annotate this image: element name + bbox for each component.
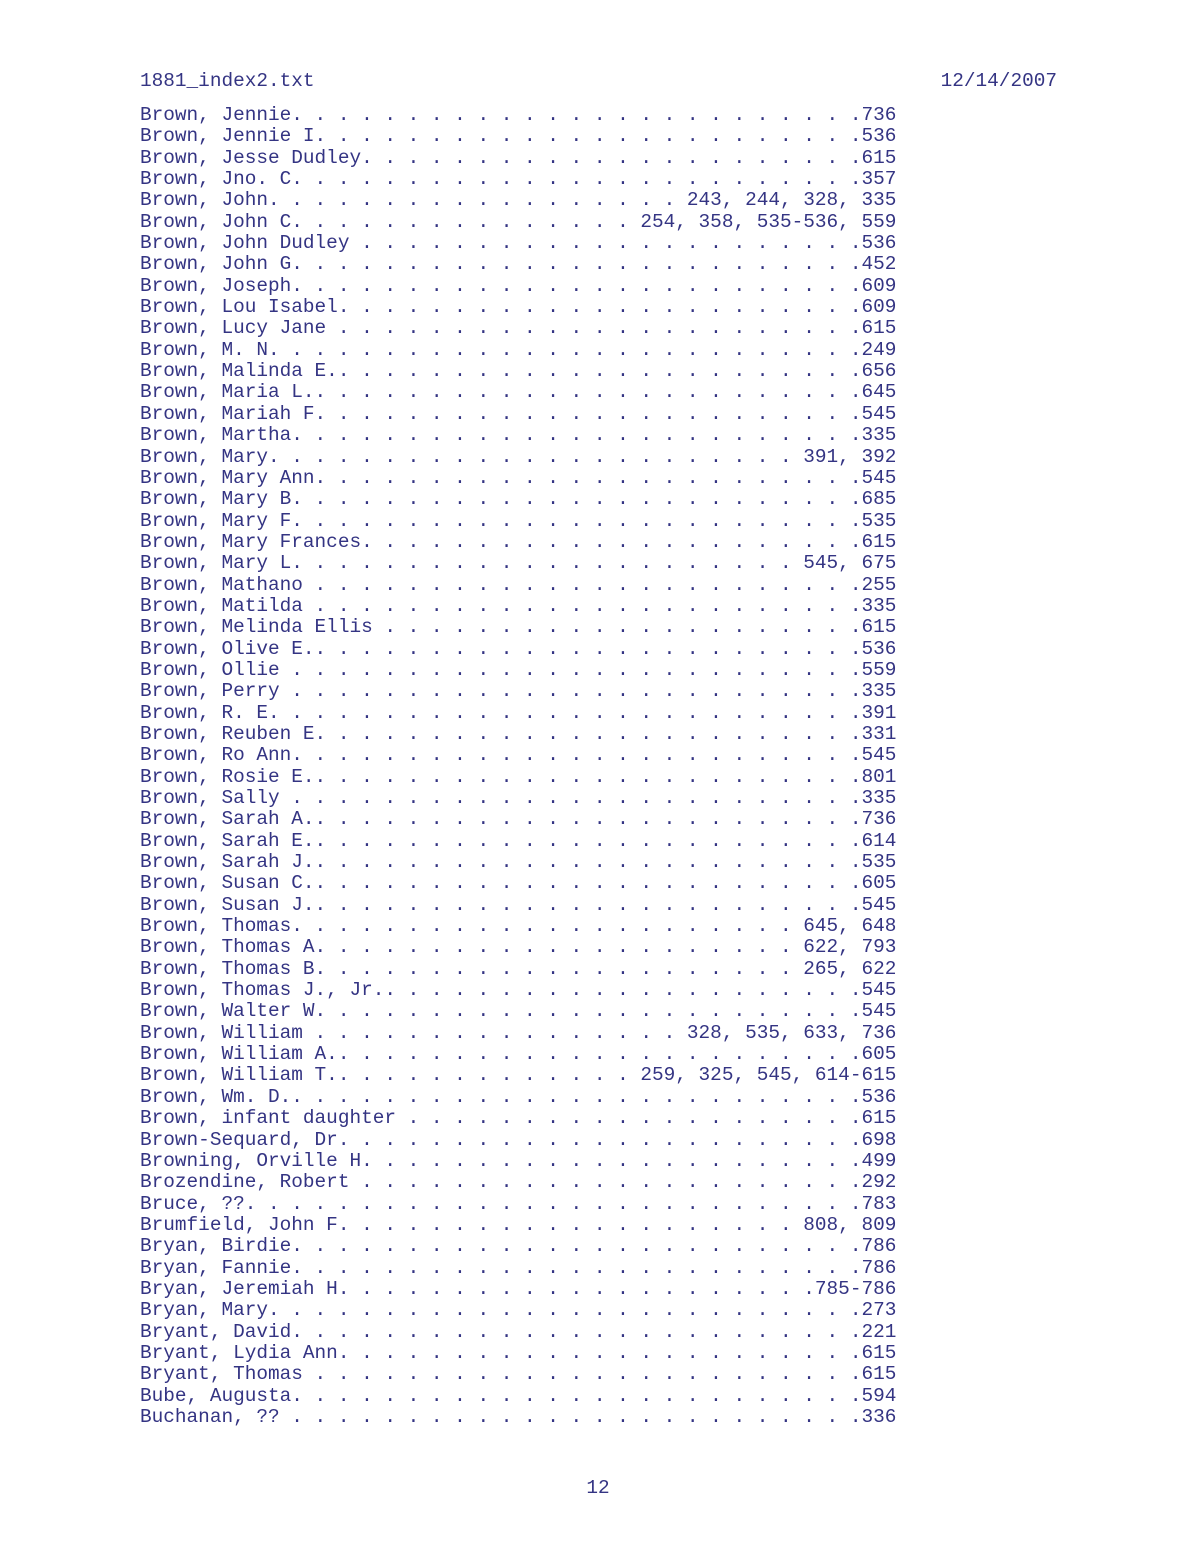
index-entry: Brown, Mary L. . . . . . . . . . . . . . . . . . . . . . 545, 675 bbox=[140, 552, 897, 575]
filename: 1881_index2.txt bbox=[140, 70, 315, 92]
index-entry: Brown, Maria L.. . . . . . . . . . . . . . . . . . . . . . . .645 bbox=[140, 381, 897, 404]
index-entry: Brown, Joseph. . . . . . . . . . . . . . . . . . . . . . . . .609 bbox=[140, 274, 897, 297]
index-entry: Brown, Mary B. . . . . . . . . . . . . . . . . . . . . . . . .685 bbox=[140, 488, 897, 511]
index-entry: Brumfield, John F. . . . . . . . . . . . . . . . . . . . 808, 809 bbox=[140, 1213, 897, 1236]
index-entry: Brown, Thomas A. . . . . . . . . . . . . . . . . . . . . 622, 793 bbox=[140, 936, 897, 959]
index-entry: Brown, Mariah F. . . . . . . . . . . . . . . . . . . . . . . .545 bbox=[140, 402, 897, 425]
index-entry: Brown, Sarah E.. . . . . . . . . . . . . . . . . . . . . . . .614 bbox=[140, 829, 897, 852]
index-entry: Bryant, Thomas . . . . . . . . . . . . . . . . . . . . . . . .615 bbox=[140, 1363, 897, 1386]
index-entry: Brown, Mary F. . . . . . . . . . . . . . . . . . . . . . . . .535 bbox=[140, 509, 897, 532]
index-entry: Brown, M. N. . . . . . . . . . . . . . . . . . . . . . . . . .249 bbox=[140, 338, 897, 361]
index-entry: Bryan, Mary. . . . . . . . . . . . . . . . . . . . . . . . . .273 bbox=[140, 1299, 897, 1322]
index-entry: Brown, Thomas B. . . . . . . . . . . . . . . . . . . . . 265, 622 bbox=[140, 957, 897, 980]
index-entry: Brown-Sequard, Dr. . . . . . . . . . . . . . . . . . . . . . .698 bbox=[140, 1128, 897, 1151]
index-entry: Brown, Sally . . . . . . . . . . . . . . . . . . . . . . . . .335 bbox=[140, 787, 897, 809]
index-entry: Brown, Matilda . . . . . . . . . . . . . . . . . . . . . . . .335 bbox=[140, 594, 897, 617]
index-entry: Brown, infant daughter . . . . . . . . . . . . . . . . . . . .615 bbox=[140, 1107, 897, 1130]
index-entry: Brown, Mary Frances. . . . . . . . . . . . . . . . . . . . . .615 bbox=[140, 530, 897, 553]
index-entry: Brown, William A.. . . . . . . . . . . . . . . . . . . . . . .605 bbox=[140, 1043, 897, 1066]
index-entry: Brown, Reuben E. . . . . . . . . . . . . . . . . . . . . . . .331 bbox=[140, 722, 897, 745]
page-header bbox=[140, 71, 1057, 92]
index-entry: Brown, John. . . . . . . . . . . . . . . . . . 243, 244, 328, 335 bbox=[140, 189, 897, 212]
index-entry: Brown, Sarah A.. . . . . . . . . . . . . . . . . . . . . . . .736 bbox=[140, 808, 897, 831]
index-entry: Brown, Lucy Jane . . . . . . . . . . . . . . . . . . . . . . .615 bbox=[140, 317, 897, 340]
date: 12/14/2007 bbox=[940, 70, 1057, 92]
index-entry: Brown, Susan C.. . . . . . . . . . . . . . . . . . . . . . . .605 bbox=[140, 872, 897, 895]
index-entry: Brown, Jno. C. . . . . . . . . . . . . . . . . . . . . . . . .357 bbox=[140, 168, 897, 191]
index-entry: Bryant, David. . . . . . . . . . . . . . . . . . . . . . . . .221 bbox=[140, 1320, 897, 1343]
index-entry: Brown, Jesse Dudley. . . . . . . . . . . . . . . . . . . . . .615 bbox=[140, 146, 897, 169]
page-number: 12 bbox=[586, 1477, 610, 1499]
index-entry: Brown, Martha. . . . . . . . . . . . . . . . . . . . . . . . .335 bbox=[140, 424, 897, 447]
index-entry: Bryan, Fannie. . . . . . . . . . . . . . . . . . . . . . . . .786 bbox=[140, 1256, 897, 1279]
index-entry: Brown, Thomas. . . . . . . . . . . . . . . . . . . . . . 645, 648 bbox=[140, 915, 897, 938]
index-entry: Brown, Walter W. . . . . . . . . . . . . . . . . . . . . . . .545 bbox=[140, 1000, 897, 1023]
index-entry: Bruce, ??. . . . . . . . . . . . . . . . . . . . . . . . . . .783 bbox=[140, 1192, 897, 1215]
page-footer bbox=[0, 1478, 1196, 1499]
index-entry: Brown, Mary. . . . . . . . . . . . . . . . . . . . . . . 391, 392 bbox=[140, 445, 897, 468]
index-entry: Bube, Augusta. . . . . . . . . . . . . . . . . . . . . . . . .594 bbox=[140, 1384, 897, 1407]
index-entry: Brown, John C. . . . . . . . . . . . . . . 254, 358, 535-536, 559 bbox=[140, 210, 897, 233]
index-entry: Brown, Susan J.. . . . . . . . . . . . . . . . . . . . . . . .545 bbox=[140, 893, 897, 916]
index-entry: Brown, Thomas J., Jr.. . . . . . . . . . . . . . . . . . . . .545 bbox=[140, 979, 897, 1002]
index-entry: Brown, Lou Isabel. . . . . . . . . . . . . . . . . . . . . . .609 bbox=[140, 296, 897, 319]
index-entry: Brown, Jennie I. . . . . . . . . . . . . . . . . . . . . . . .536 bbox=[140, 125, 897, 148]
index-entry: Browning, Orville H. . . . . . . . . . . . . . . . . . . . . .499 bbox=[140, 1149, 897, 1172]
index-entry: Brown, Wm. D.. . . . . . . . . . . . . . . . . . . . . . . . .536 bbox=[140, 1085, 897, 1108]
index-entry: Brown, Sarah J.. . . . . . . . . . . . . . . . . . . . . . . .535 bbox=[140, 851, 897, 874]
index-entry: Bryant, Lydia Ann. . . . . . . . . . . . . . . . . . . . . . .615 bbox=[140, 1341, 897, 1364]
index-entry: Brown, William T.. . . . . . . . . . . . . 259, 325, 545, 614-615 bbox=[140, 1064, 897, 1087]
index-list bbox=[140, 105, 896, 1428]
index-entry: Brown, Perry . . . . . . . . . . . . . . . . . . . . . . . . .335 bbox=[140, 680, 897, 703]
index-entry: Brown, R. E. . . . . . . . . . . . . . . . . . . . . . . . . .391 bbox=[140, 701, 897, 724]
index-entry: Brown, Olive E.. . . . . . . . . . . . . . . . . . . . . . . .536 bbox=[140, 637, 897, 660]
index-entry: Buchanan, ?? . . . . . . . . . . . . . . . . . . . . . . . . .336 bbox=[140, 1405, 897, 1428]
index-entry: Brown, Rosie E.. . . . . . . . . . . . . . . . . . . . . . . .801 bbox=[140, 765, 897, 788]
index-entry: Brozendine, Robert . . . . . . . . . . . . . . . . . . . . . .292 bbox=[140, 1171, 897, 1194]
index-entry: Brown, Jennie. . . . . . . . . . . . . . . . . . . . . . . . .736 bbox=[140, 104, 897, 126]
index-entry: Brown, Malinda E.. . . . . . . . . . . . . . . . . . . . . . .656 bbox=[140, 360, 897, 383]
index-entry: Brown, Ollie . . . . . . . . . . . . . . . . . . . . . . . . .559 bbox=[140, 658, 897, 681]
index-entry: Brown, Mathano . . . . . . . . . . . . . . . . . . . . . . . .255 bbox=[140, 573, 897, 596]
index-entry: Brown, John G. . . . . . . . . . . . . . . . . . . . . . . . .452 bbox=[140, 253, 897, 276]
index-entry: Brown, Ro Ann. . . . . . . . . . . . . . . . . . . . . . . . .545 bbox=[140, 744, 897, 767]
index-entry: Brown, John Dudley . . . . . . . . . . . . . . . . . . . . . .536 bbox=[140, 232, 897, 255]
index-entry: Bryan, Birdie. . . . . . . . . . . . . . . . . . . . . . . . .786 bbox=[140, 1235, 897, 1258]
index-entry: Bryan, Jeremiah H. . . . . . . . . . . . . . . . . . . . .785-786 bbox=[140, 1277, 897, 1300]
index-entry: Brown, Melinda Ellis . . . . . . . . . . . . . . . . . . . . .615 bbox=[140, 616, 897, 639]
index-entry: Brown, William . . . . . . . . . . . . . . . . 328, 535, 633, 736 bbox=[140, 1021, 897, 1044]
index-entry: Brown, Mary Ann. . . . . . . . . . . . . . . . . . . . . . . .545 bbox=[140, 466, 897, 489]
